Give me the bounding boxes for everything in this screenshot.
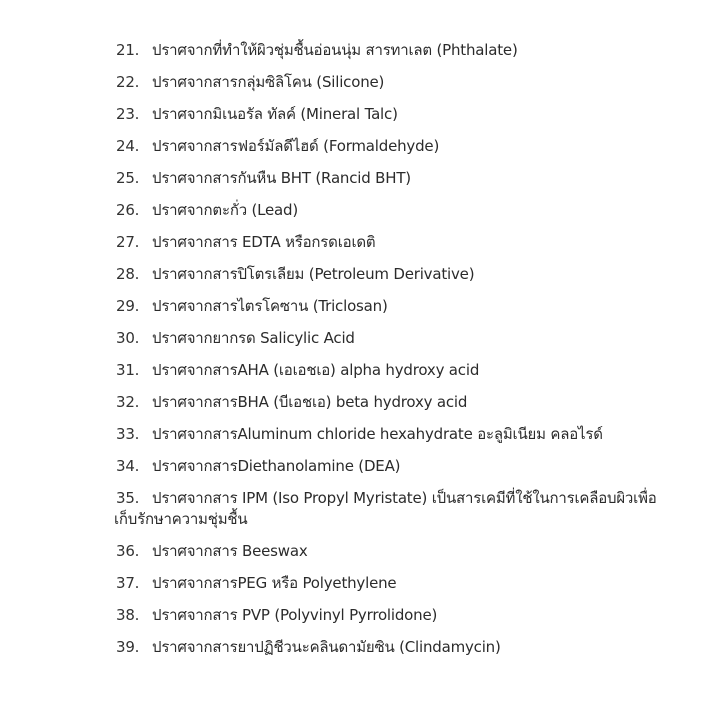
list-item: [116, 605, 706, 637]
item-number: 36.: [116, 542, 140, 560]
item-number: 35.: [116, 489, 140, 507]
ingredient-free-list: [116, 40, 706, 669]
item-text: ปราศจากสาร IPM (Iso Propyl Myristate) เป็นสารเคมีที่ใช้ในการเคลือบผิวเพื่อ: [152, 489, 657, 507]
item-number: 29.: [116, 297, 140, 315]
item-text: ปราศจากสาร Beeswax: [152, 542, 308, 560]
item-text: ปราศจากสารPEG หรือ Polyethylene: [152, 574, 397, 592]
item-text: ปราศจากสารAluminum chloride hexahydrate อะลูมิเนียม คลอไรด์: [152, 425, 603, 443]
item-number: 37.: [116, 574, 140, 592]
item-number: 23.: [116, 105, 140, 123]
item-number: 34.: [116, 457, 140, 475]
item-number: 27.: [116, 233, 140, 251]
item-text: ปราศจากมิเนอรัล ทัลค์ (Mineral Talc): [152, 105, 398, 123]
list-item: [116, 136, 706, 168]
item-number: 38.: [116, 606, 140, 624]
item-text: ปราศจากสารปิโตรเลียม (Petroleum Derivative): [152, 265, 475, 283]
list-item: [116, 40, 706, 72]
item-number: 21.: [116, 41, 140, 59]
list-item: [116, 573, 706, 605]
list-item: [116, 392, 706, 424]
item-text-continuation: เก็บรักษาความชุ่มชื้น: [114, 510, 248, 528]
item-text: ปราศจากสารDiethanolamine (DEA): [152, 457, 401, 475]
item-number: 26.: [116, 201, 140, 219]
item-number: 25.: [116, 169, 140, 187]
item-text: ปราศจากสารยาปฏิชีวนะคลินดามัยซิน (Clindamycin): [152, 638, 501, 656]
item-text: ปราศจากสารฟอร์มัลดีไฮด์ (Formaldehyde): [152, 137, 440, 155]
list-item: [116, 72, 706, 104]
item-text: ปราศจากที่ทำให้ผิวชุ่มชื้นอ่อนนุ่ม สารทาเลต (Phthalate): [152, 41, 518, 59]
item-text: ปราศจากตะกั่ว (Lead): [152, 201, 299, 219]
item-text: ปราศจากสารAHA (เอเอชเอ) alpha hydroxy acid: [152, 361, 480, 379]
item-number: 32.: [116, 393, 140, 411]
item-number: 22.: [116, 73, 140, 91]
list-item: [116, 541, 706, 573]
list-item: [116, 104, 706, 136]
item-text: ปราศจากสารกลุ่มซิลิโคน (Silicone): [152, 73, 385, 91]
item-number: 24.: [116, 137, 140, 155]
item-text: ปราศจากสารกันหืน BHT (Rancid BHT): [152, 169, 411, 187]
item-text: ปราศจากสาร PVP (Polyvinyl Pyrrolidone): [152, 606, 438, 624]
list-item: [116, 637, 706, 669]
list-item: [116, 328, 706, 360]
list-item: [116, 264, 706, 296]
list-item: [116, 488, 706, 530]
item-text: ปราศจากสาร EDTA หรือกรดเอเดติ: [152, 233, 376, 251]
item-text: ปราศจากสารไตรโคซาน (Triclosan): [152, 297, 388, 315]
item-text: ปราศจากยากรด Salicylic Acid: [152, 329, 355, 347]
item-first-line: [116, 488, 706, 509]
item-number: 39.: [116, 638, 140, 656]
list-item: [116, 168, 706, 200]
item-number: 30.: [116, 329, 140, 347]
item-number: 33.: [116, 425, 140, 443]
list-item: [116, 296, 706, 328]
item-number: 28.: [116, 265, 140, 283]
list-item: [116, 424, 706, 456]
list-item: [116, 200, 706, 232]
list-item: [116, 232, 706, 264]
item-text: ปราศจากสารBHA (บีเอชเอ) beta hydroxy acid: [152, 393, 468, 411]
list-item: [116, 360, 706, 392]
list-item: [116, 456, 706, 488]
item-number: 31.: [116, 361, 140, 379]
